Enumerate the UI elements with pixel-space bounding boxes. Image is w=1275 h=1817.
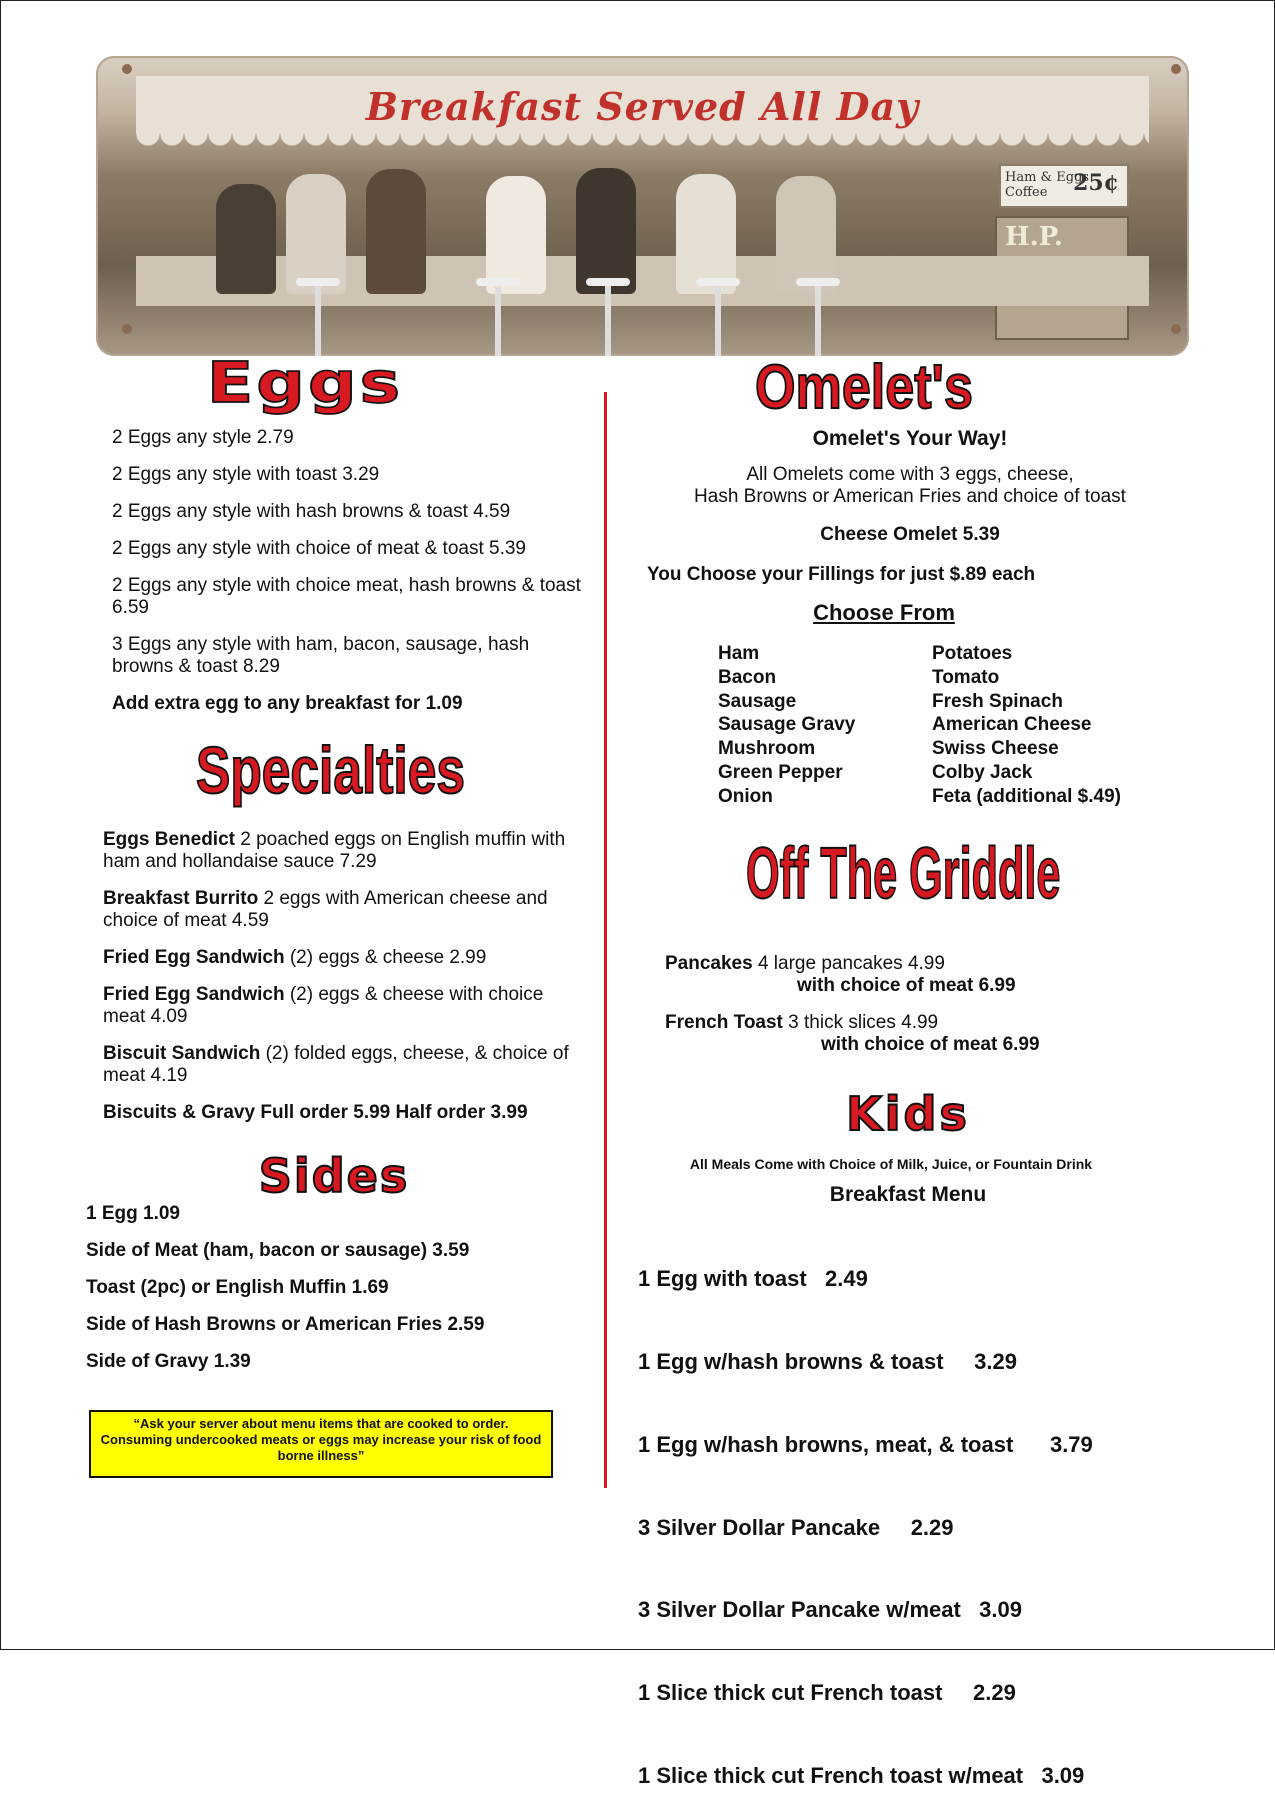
specialty-item — [103, 1043, 583, 1087]
specialty-desc: 2 poached eggs on English muffin with ham and hollandaise sauce 7.29 — [103, 829, 566, 872]
filling-item: Feta (additional $.49) — [932, 785, 1121, 807]
stool — [476, 278, 520, 286]
specialty-item — [103, 984, 583, 1028]
eggs-list — [112, 427, 592, 730]
coffee-sign — [999, 164, 1129, 208]
kids-item: 3 Silver Dollar Pancake 2.29 — [638, 1514, 954, 1540]
pancakes-meat-option: with choice of meat 6.99 — [797, 975, 1016, 996]
diner-patron — [286, 174, 346, 294]
specialty-name: Eggs Benedict — [103, 829, 235, 850]
french-toast-item — [665, 1012, 1185, 1034]
filling-item: Ham — [718, 643, 760, 664]
eggs-item: 2 Eggs any style with toast 3.29 — [112, 464, 380, 485]
diner-patron — [776, 176, 836, 294]
diner-patron — [216, 184, 276, 294]
kids-menu-title: Breakfast Menu — [829, 1183, 987, 1206]
hp-sauce-text: H.P. — [1005, 222, 1063, 252]
eggs-item: 2 Eggs any style 2.79 — [112, 427, 294, 448]
filling-item: Green Pepper — [718, 761, 843, 783]
kids-drink-note: All Meals Come with Choice of Milk, Juice, or Fountain Drink — [689, 1156, 1093, 1172]
side-item: Toast (2pc) or English Muffin 1.69 — [86, 1277, 389, 1298]
eggs-heading: Eggs — [206, 351, 404, 416]
banner-title: Breakfast Served All Day — [365, 84, 920, 129]
filling-item: Sausage Gravy — [718, 714, 856, 736]
specialty-name: Breakfast Burrito — [103, 888, 259, 909]
fillings-price-note: You Choose your Fillings for just $.89 each — [647, 564, 1036, 585]
filling-item: Onion — [718, 785, 773, 807]
specialty-desc: (2) folded eggs, cheese, & choice of meat 4.19 — [103, 1043, 569, 1086]
eggs-item: 3 Eggs any style with ham, bacon, sausage, hash browns & toast 8.29 — [112, 634, 530, 677]
pancakes-name: Pancakes — [665, 953, 753, 974]
rivet-icon — [1171, 324, 1181, 334]
sides-heading: Sides — [258, 1149, 410, 1203]
griddle-list — [665, 953, 1185, 1056]
choose-from-heading: Choose From — [813, 600, 955, 625]
french-toast-meat-option: with choice of meat 6.99 — [821, 1034, 1040, 1055]
specialty-name: Fried Egg Sandwich — [103, 984, 285, 1005]
kids-item: 1 Egg w/hash browns, meat, & toast 3.79 — [638, 1431, 1093, 1457]
rivet-icon — [122, 64, 132, 74]
side-item: Side of Hash Browns or American Fries 2.59 — [86, 1314, 485, 1335]
fillings-list — [718, 642, 1158, 809]
stool-leg — [815, 286, 821, 356]
off-the-griddle-heading: Off The Griddle — [746, 834, 1061, 914]
omelets-intro — [630, 428, 1190, 560]
stool-leg — [605, 286, 611, 356]
eggs-item: 2 Eggs any style with hash browns & toast 4.59 — [112, 501, 511, 522]
kids-item: 3 Silver Dollar Pancake w/meat 3.09 — [638, 1597, 1022, 1623]
cheese-omelet-price: Cheese Omelet 5.39 — [820, 524, 1000, 545]
breakfast-banner-image — [96, 56, 1189, 356]
kids-menu-list — [638, 1210, 1093, 1817]
omelets-description-line: Hash Browns or American Fries and choice of toast — [694, 486, 1126, 507]
filling-item: Sausage — [718, 690, 797, 712]
rivet-icon — [1171, 64, 1181, 74]
specialty-item — [103, 829, 583, 873]
coffee-sign-text: Ham & Eggs Coffee — [1005, 170, 1090, 200]
french-toast-name: French Toast — [665, 1012, 783, 1033]
specialty-desc: (2) eggs & cheese 2.99 — [284, 947, 487, 968]
specialty-item — [103, 1102, 583, 1124]
kids-heading: Kids — [846, 1087, 970, 1141]
stool-leg — [315, 286, 321, 356]
diner-patron — [366, 169, 426, 294]
awning-scallops — [136, 134, 1149, 152]
stool — [586, 278, 630, 286]
omelets-subheading: Omelet's Your Way! — [812, 427, 1008, 450]
eggs-item: 2 Eggs any style with choice of meat & toast 5.39 — [112, 538, 527, 559]
omelets-heading: Omelet's — [755, 353, 973, 422]
specialty-desc: 2 eggs with American cheese and choice of meat 4.59 — [103, 888, 548, 931]
specialties-list — [103, 829, 583, 1139]
diner-patron — [486, 176, 546, 294]
stool — [796, 278, 840, 286]
specialties-heading: Specialties — [196, 733, 465, 807]
diner-patron — [676, 174, 736, 294]
specialty-desc: Full order 5.99 Half order 3.99 — [255, 1102, 528, 1123]
column-divider — [604, 392, 607, 1488]
stool — [296, 278, 340, 286]
filling-item: Potatoes — [932, 643, 1013, 664]
filling-item: American Cheese — [932, 714, 1092, 736]
rivet-icon — [122, 324, 132, 334]
french-toast-desc: 3 thick slices 4.99 — [782, 1012, 939, 1033]
sides-list — [86, 1203, 566, 1388]
filling-item: Tomato — [932, 666, 1000, 688]
specialty-item — [103, 947, 583, 969]
filling-item: Mushroom — [718, 738, 816, 760]
specialty-name: Biscuits & Gravy — [103, 1102, 256, 1123]
omelets-description-line: All Omelets come with 3 eggs, cheese, — [746, 464, 1074, 485]
side-item: Side of Gravy 1.39 — [86, 1351, 251, 1372]
diner-patron — [576, 168, 636, 294]
pancakes-desc: 4 large pancakes 4.99 — [752, 953, 945, 974]
pancakes-item — [665, 953, 1185, 975]
stool-leg — [715, 286, 721, 356]
kids-item: 1 Slice thick cut French toast 2.29 — [638, 1680, 1016, 1706]
food-safety-notice: “Ask your server about menu items that are cooked to order. Consuming undercooked meats or eggs may increase your risk of food borne illness” — [89, 1410, 553, 1478]
specialty-item — [103, 888, 583, 932]
eggs-extra-egg-note: Add extra egg to any breakfast for 1.09 — [112, 693, 463, 714]
coffee-sign-price: 25¢ — [1073, 170, 1119, 196]
kids-item: 1 Slice thick cut French toast w/meat 3.09 — [638, 1762, 1085, 1788]
kids-item: 1 Egg with toast 2.49 — [638, 1266, 868, 1292]
stool-leg — [495, 286, 501, 356]
specialty-desc: (2) eggs & cheese with choice meat 4.09 — [103, 984, 544, 1027]
specialty-name: Fried Egg Sandwich — [103, 947, 285, 968]
filling-item: Colby Jack — [932, 761, 1033, 783]
kids-item: 1 Egg w/hash browns & toast 3.29 — [638, 1348, 1017, 1374]
filling-item: Swiss Cheese — [932, 738, 1059, 760]
stool — [696, 278, 740, 286]
filling-item: Fresh Spinach — [932, 690, 1063, 712]
side-item: 1 Egg 1.09 — [86, 1203, 180, 1224]
side-item: Side of Meat (ham, bacon or sausage) 3.59 — [86, 1240, 470, 1261]
filling-item: Bacon — [718, 666, 777, 688]
specialty-name: Biscuit Sandwich — [103, 1043, 261, 1064]
eggs-item: 2 Eggs any style with choice meat, hash browns & toast 6.59 — [112, 575, 581, 618]
